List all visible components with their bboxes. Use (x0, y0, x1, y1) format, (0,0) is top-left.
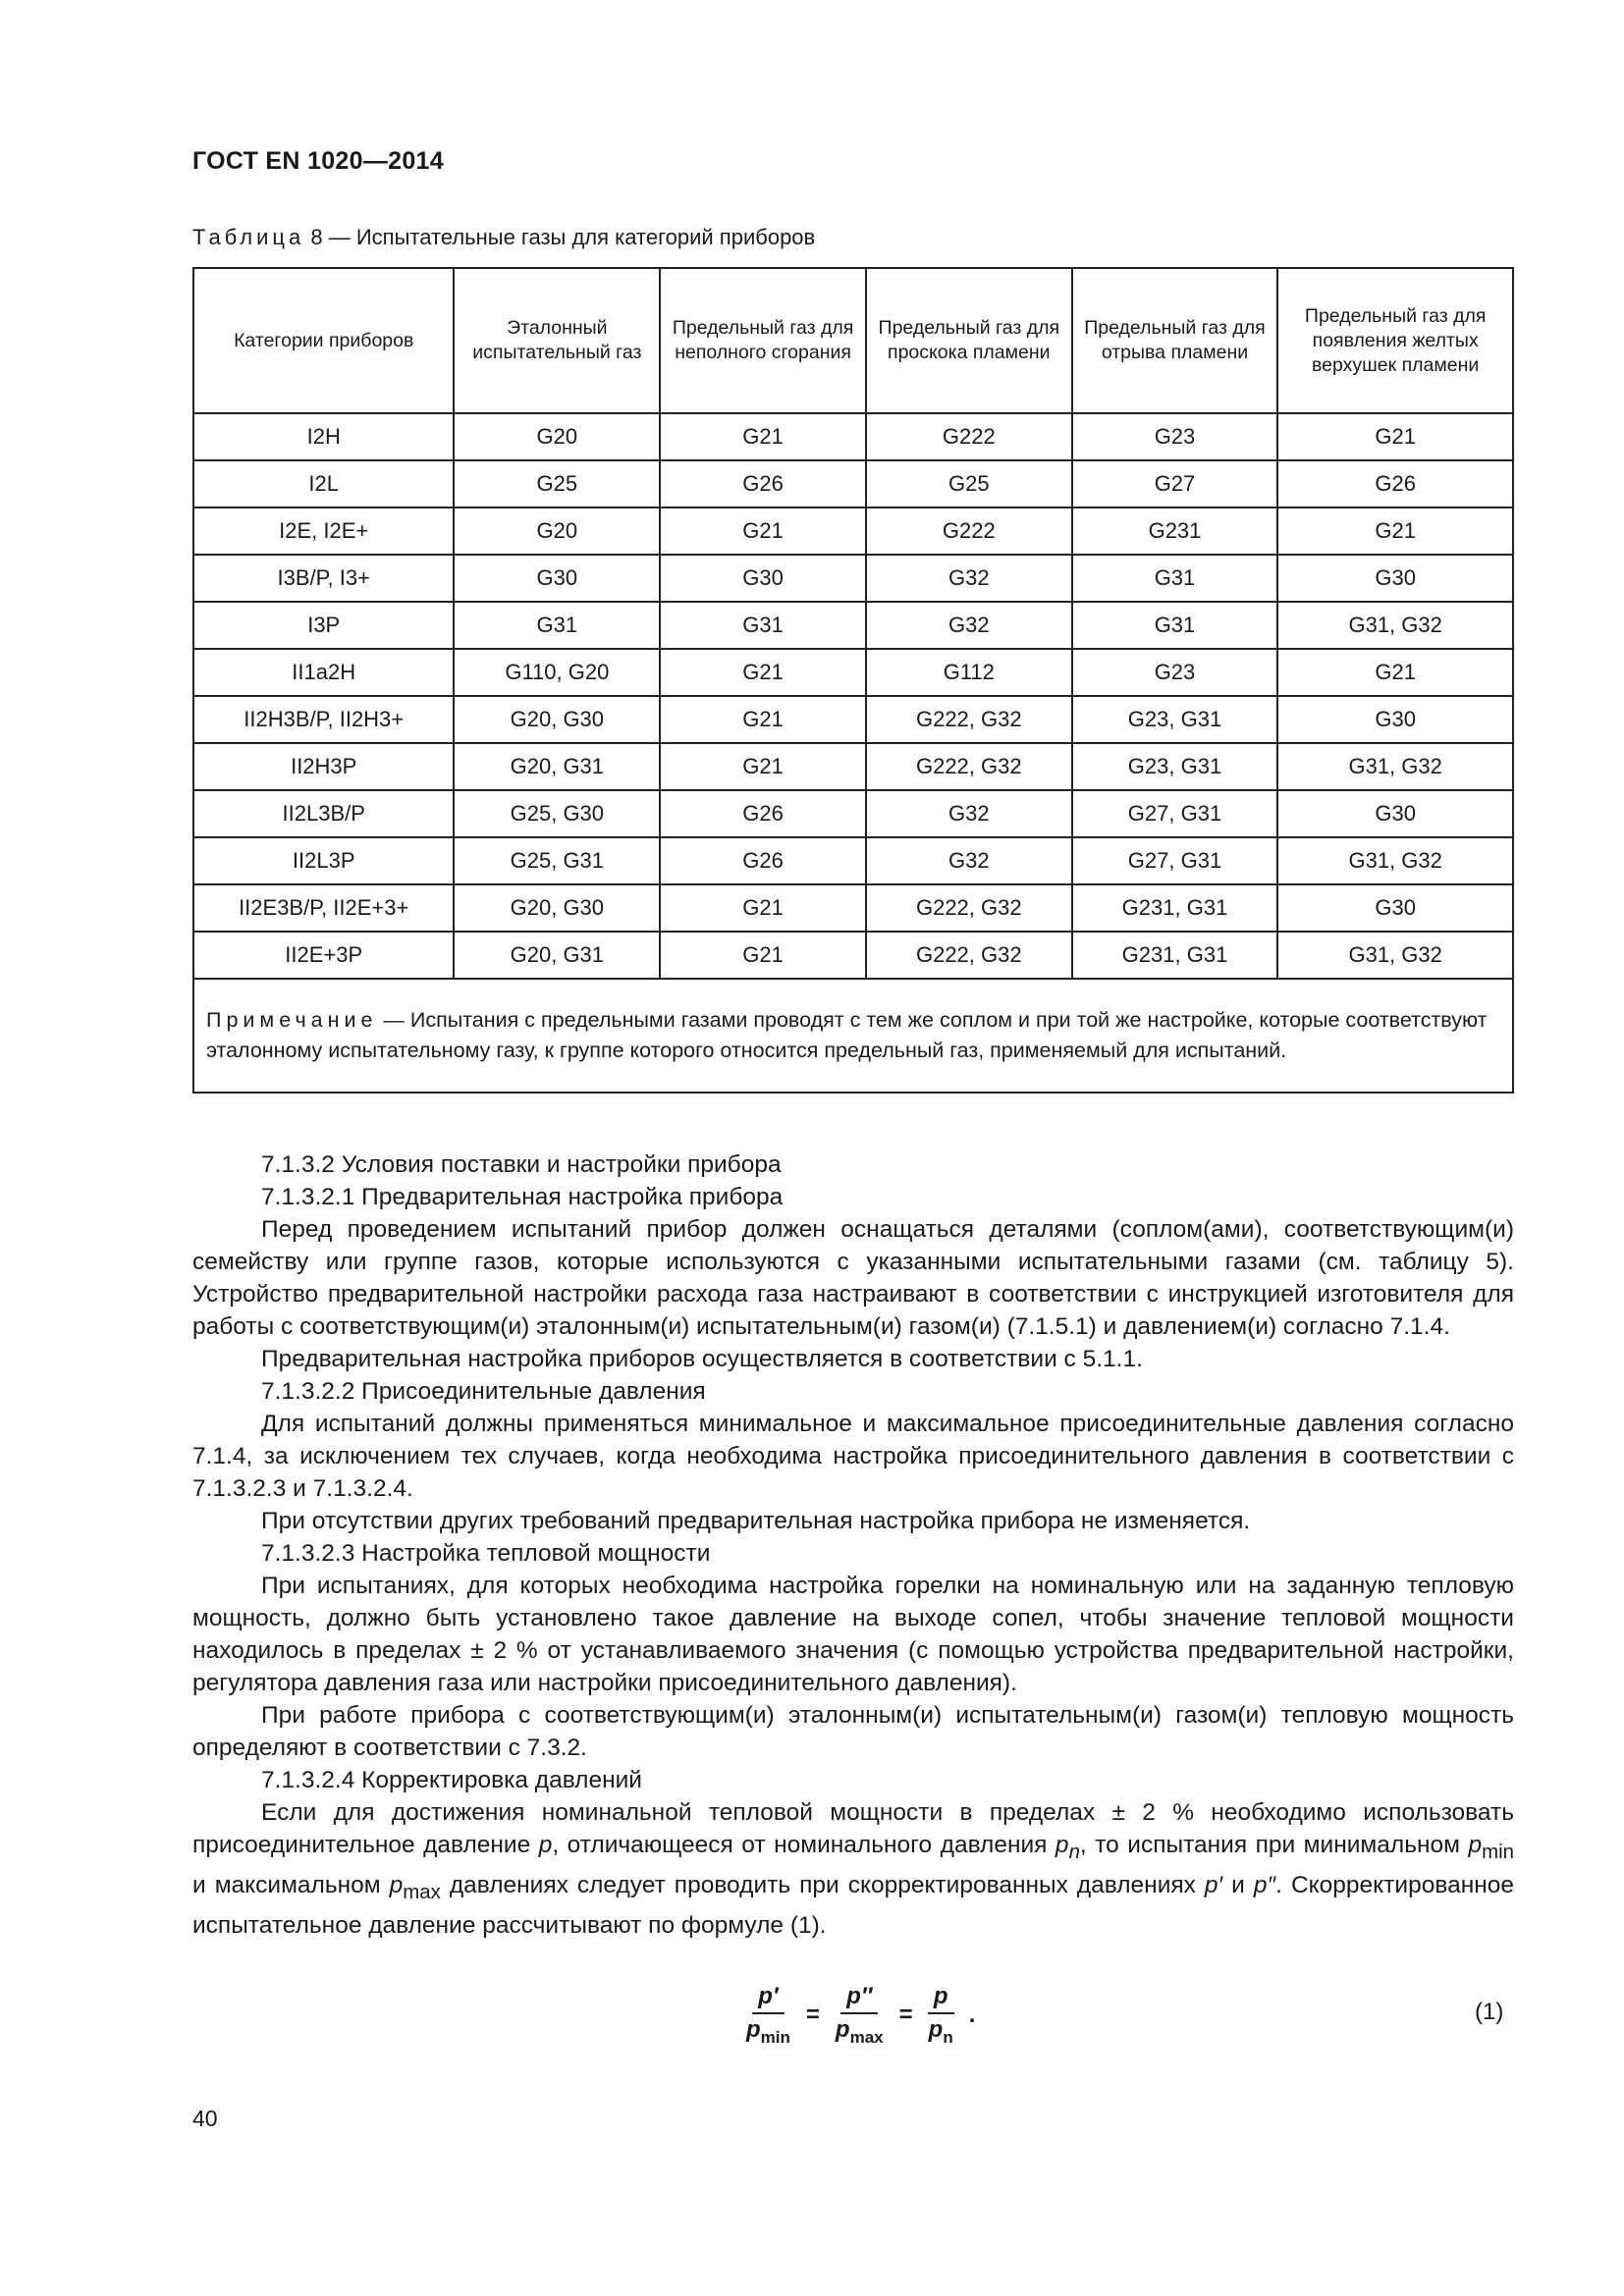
table-cell: G21 (1277, 649, 1513, 696)
paragraph: При работе прибора с соответствующим(и) эталонным(и) испытательным(и) газом(и) тепловую мощность определяют в соответствии с 7.3.2. (192, 1702, 1514, 1761)
table-row (193, 884, 1513, 932)
heading-7-1-3-2: 7.1.3.2 Условия поставки и настройки прибора (261, 1151, 782, 1178)
header-cell: Категории приборов (193, 268, 454, 413)
table-cell: G31 (1072, 602, 1278, 649)
table-cell: G20, G30 (454, 884, 660, 932)
body-text (192, 1148, 1514, 1942)
table-cell: G31, G32 (1277, 932, 1513, 979)
table-cell: G25 (866, 460, 1072, 507)
table-cell: G222 (866, 507, 1072, 555)
formula-period: . (968, 2001, 976, 2028)
header-cell: Предельный газ для появления желтых верхушек пламени (1277, 268, 1513, 413)
table-caption-text: — Испытательные газы для категорий приборов (322, 225, 816, 249)
table-cell: G30 (1277, 884, 1513, 932)
table-cell: II2H3P (193, 743, 454, 790)
table-cell: G231 (1072, 507, 1278, 555)
table-cell: G30 (660, 555, 866, 602)
table-cell: II1a2H (193, 649, 454, 696)
table-cell: G26 (1277, 460, 1513, 507)
table-cell: G30 (454, 555, 660, 602)
table-cell: I3P (193, 602, 454, 649)
table-caption-prefix: Таблица (192, 225, 305, 249)
table-cell: G25, G30 (454, 790, 660, 837)
table-cell: G21 (660, 696, 866, 743)
table-cell: G23 (1072, 413, 1278, 460)
table-cell: G26 (660, 460, 866, 507)
table-cell: I2L (193, 460, 454, 507)
paragraph: При испытаниях, для которых необходима настройка горелки на номинальную или на заданную тепловую мощность, должно быть установлено такое давление на выходе сопел, чтобы значение тепловой мощности находилось в пределах ± 2 % от устанавливаемого значения (с помощью устройства предварительной настройки, регулятора давления газа или настройки присоединительного давления). (192, 1573, 1514, 1696)
table-cell: G110, G20 (454, 649, 660, 696)
table-cell: G231, G31 (1072, 932, 1278, 979)
table-cell: G20, G31 (454, 932, 660, 979)
table-body (193, 413, 1513, 979)
table-row (193, 649, 1513, 696)
table-cell: I2E, I2E+ (193, 507, 454, 555)
paragraph: При отсутствии других требований предварительная настройка прибора не изменяется. (261, 1508, 1251, 1534)
table-row (193, 413, 1513, 460)
fraction: $\frac{p}{p_n}$ (928, 1983, 953, 2047)
paragraph: Для испытаний должны применяться минимальное и максимальное присоединительные давления согласно 7.1.4, за исключением тех случаев, когда необходима настройка присоединительного давления в соответствии с 7.1.3.2.3 и 7.1.3.2.4. (192, 1411, 1514, 1502)
table-cell: G31, G32 (1277, 602, 1513, 649)
text-fragment: давлениях следует проводить при скорректированных давлениях (440, 1871, 1205, 1898)
table-cell: G30 (1277, 696, 1513, 743)
table-cell: G27, G31 (1072, 837, 1278, 884)
table-cell: I2H (193, 413, 454, 460)
table-header-row (193, 268, 1513, 413)
header-cell: Предельный газ для проскока пламени (866, 268, 1072, 413)
table-row (193, 790, 1513, 837)
paragraph-pressure-correction: Если для достижения номинальной тепловой мощности в пределах ± 2 % необходимо использовать присоединительное давление p, отличающееся от номинального давления $p_n$, то испытания при минимальном $p_{min}$ и максимальном $p_{max}$ давлениях следует проводить при скорректированных давлениях p′ и p″. Скорректированное испытательное давление рассчитывают по формуле (1). (192, 1799, 1515, 1939)
gas-table (192, 267, 1514, 1094)
fraction: $\frac{p''}{p_{max}}$ (835, 1983, 884, 2047)
table-cell: G27, G31 (1072, 790, 1278, 837)
table-cell: G31 (1072, 555, 1278, 602)
table-row (193, 602, 1513, 649)
table-cell: G32 (866, 837, 1072, 884)
table-row (193, 932, 1513, 979)
formula-1: $\frac{p'}{p_{min}}$ = $\frac{p''}{p_{max}}$ = $\frac{p}{p_n}$ . (736, 1983, 981, 2048)
header-cell: Предельный газ для неполного сгорания (660, 268, 866, 413)
table-cell: G21 (660, 932, 866, 979)
table-cell: G32 (866, 790, 1072, 837)
table-cell: II2L3P (193, 837, 454, 884)
table-cell: G32 (866, 555, 1072, 602)
table-cell: G31, G32 (1277, 837, 1513, 884)
table-cell: G222, G32 (866, 884, 1072, 932)
table-cell: II2H3B/P, II2H3+ (193, 696, 454, 743)
table-caption (192, 225, 815, 250)
paragraph: Предварительная настройка приборов осуществляется в соответствии с 5.1.1. (261, 1346, 1143, 1372)
table-cell: G21 (1277, 413, 1513, 460)
table-cell: G112 (866, 649, 1072, 696)
text-fragment: Если для достижения номинальной тепловой мощности в пределах ± 2 % необходимо использовать присоединительное давление (192, 1799, 1514, 1858)
note-label: Примечание (206, 1008, 378, 1032)
table-cell: G222, G32 (866, 932, 1072, 979)
table-cell: G21 (660, 743, 866, 790)
document-header: ГОСТ EN 1020—2014 (192, 147, 444, 175)
table-cell: G222, G32 (866, 743, 1072, 790)
table-cell: II2E+3P (193, 932, 454, 979)
table-cell: G30 (1277, 555, 1513, 602)
page-number: 40 (192, 2106, 218, 2131)
table-cell: G23, G31 (1072, 696, 1278, 743)
table-cell: G31 (454, 602, 660, 649)
header-cell: Предельный газ для отрыва пламени (1072, 268, 1278, 413)
table-note-row (193, 979, 1513, 1093)
table-cell: G21 (660, 649, 866, 696)
table-note (193, 979, 1513, 1093)
table-cell: G25 (454, 460, 660, 507)
table-cell: G20, G30 (454, 696, 660, 743)
table-cell: G27 (1072, 460, 1278, 507)
table-cell: G20, G31 (454, 743, 660, 790)
table-cell: G31 (660, 602, 866, 649)
table-cell: G20 (454, 507, 660, 555)
table-cell: G32 (866, 602, 1072, 649)
table-cell: G222, G32 (866, 696, 1072, 743)
table-row (193, 696, 1513, 743)
table-cell: II2L3B/P (193, 790, 454, 837)
table-row (193, 743, 1513, 790)
text-fragment: и максимальном (192, 1871, 390, 1898)
text-fragment: и (1222, 1871, 1254, 1898)
table-row (193, 460, 1513, 507)
table-row (193, 555, 1513, 602)
heading-7-1-3-2-4: 7.1.3.2.4 Корректировка давлений (261, 1767, 642, 1793)
text-fragment: , то испытания при минимальном (1079, 1832, 1469, 1858)
table-cell: G231, G31 (1072, 884, 1278, 932)
fraction: $\frac{p'}{p_{min}}$ (746, 1983, 790, 2047)
table-caption-number: 8 (310, 225, 323, 249)
table-cell: G23 (1072, 649, 1278, 696)
table-cell: II2E3B/P, II2E+3+ (193, 884, 454, 932)
table-row (193, 837, 1513, 884)
table-cell: G21 (1277, 507, 1513, 555)
text-fragment: , отличающееся от номинального давления (552, 1832, 1056, 1858)
paragraph: Перед проведением испытаний прибор должен оснащаться деталями (соплом(ами), соответствующим(и) семейству или группе газов, которые используются с указанными испытательными газами (см. таблицу 5). Устройство предварительной настройки расхода газа настраивают в соответствии с инструкцией изготовителя для работы с соответствующим(и) эталонным(и) испытательным(и) газом(и) (7.1.5.1) и давлением(и) согласно 7.1.4. (192, 1216, 1514, 1340)
table-cell: G26 (660, 790, 866, 837)
table-cell: G30 (1277, 790, 1513, 837)
table-cell: G26 (660, 837, 866, 884)
table-cell: G25, G31 (454, 837, 660, 884)
table-cell: G21 (660, 884, 866, 932)
text-fragment: . Скорректированное испытательное давление рассчитывают по формуле (1). (192, 1871, 1515, 1939)
table-cell: G23, G31 (1072, 743, 1278, 790)
heading-7-1-3-2-2: 7.1.3.2.2 Присоединительные давления (261, 1378, 706, 1405)
table-cell: G20 (454, 413, 660, 460)
heading-7-1-3-2-1: 7.1.3.2.1 Предварительная настройка прибора (261, 1184, 784, 1210)
note-text: — Испытания с предельными газами проводят с тем же соплом и при той же настройке, которые соответствуют эталонному испытательному газу, к группе которого относится предельный газ, применяемый для испытаний. (206, 1008, 1488, 1062)
table-cell: I3B/P, I3+ (193, 555, 454, 602)
table-cell: G222 (866, 413, 1072, 460)
table-cell: G21 (660, 413, 866, 460)
table-row (193, 507, 1513, 555)
heading-7-1-3-2-3: 7.1.3.2.3 Настройка тепловой мощности (261, 1540, 711, 1567)
formula-number: (1) (1475, 1999, 1504, 2025)
header-cell: Эталонный испытательный газ (454, 268, 660, 413)
table-cell: G21 (660, 507, 866, 555)
table-cell: G31, G32 (1277, 743, 1513, 790)
